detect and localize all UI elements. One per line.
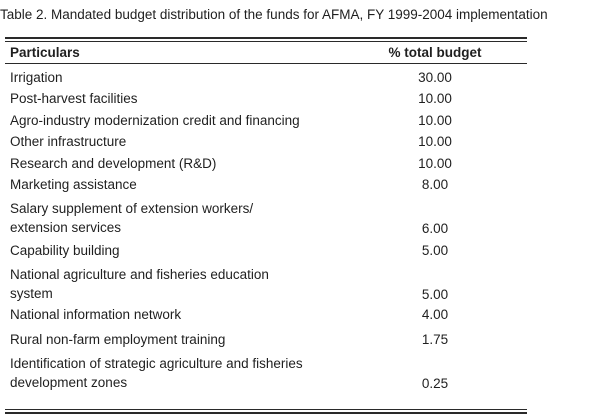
row-value: 30.00 — [418, 70, 452, 85]
row-label: National information network — [10, 307, 182, 322]
row-value: 10.00 — [418, 113, 452, 128]
header-separator-rule — [5, 63, 527, 64]
table-caption: Table 2. Mandated budget distribution of the funds for AFMA, FY 1999-2004 implementation — [0, 7, 548, 22]
table-bottom-rule-inner — [5, 409, 527, 410]
table-top-rule-inner — [5, 41, 527, 42]
row-value: 5.00 — [421, 287, 449, 302]
row-label: Rural non-farm employment training — [10, 332, 226, 347]
row-label: Other infrastructure — [10, 134, 127, 149]
row-label: Research and development (R&D) — [10, 156, 217, 171]
column-header-budget: % total budget — [388, 45, 482, 60]
row-value: 4.00 — [421, 307, 449, 322]
table-top-rule — [5, 37, 527, 39]
row-value: 5.00 — [421, 243, 449, 258]
row-value: 10.00 — [418, 134, 452, 149]
row-value: 10.00 — [418, 91, 452, 106]
column-header-particulars: Particulars — [10, 45, 80, 60]
row-value: 0.25 — [421, 376, 449, 391]
row-label: Capability building — [10, 243, 120, 258]
row-label: Irrigation — [10, 70, 63, 85]
table-bottom-rule — [5, 412, 527, 414]
row-value: 8.00 — [421, 177, 449, 192]
row-value: 6.00 — [421, 221, 449, 236]
row-label: Agro-industry modernization credit and financing — [10, 113, 300, 128]
row-label: National agriculture and fisheries education system — [10, 267, 269, 301]
row-label: Marketing assistance — [10, 177, 137, 192]
row-value: 10.00 — [418, 156, 452, 171]
row-label: Identification of strategic agriculture and fisheries development zones — [10, 356, 303, 390]
row-label: Salary supplement of extension workers/ extension services — [10, 201, 254, 235]
row-label: Post-harvest facilities — [10, 91, 138, 106]
row-value: 1.75 — [421, 332, 449, 347]
